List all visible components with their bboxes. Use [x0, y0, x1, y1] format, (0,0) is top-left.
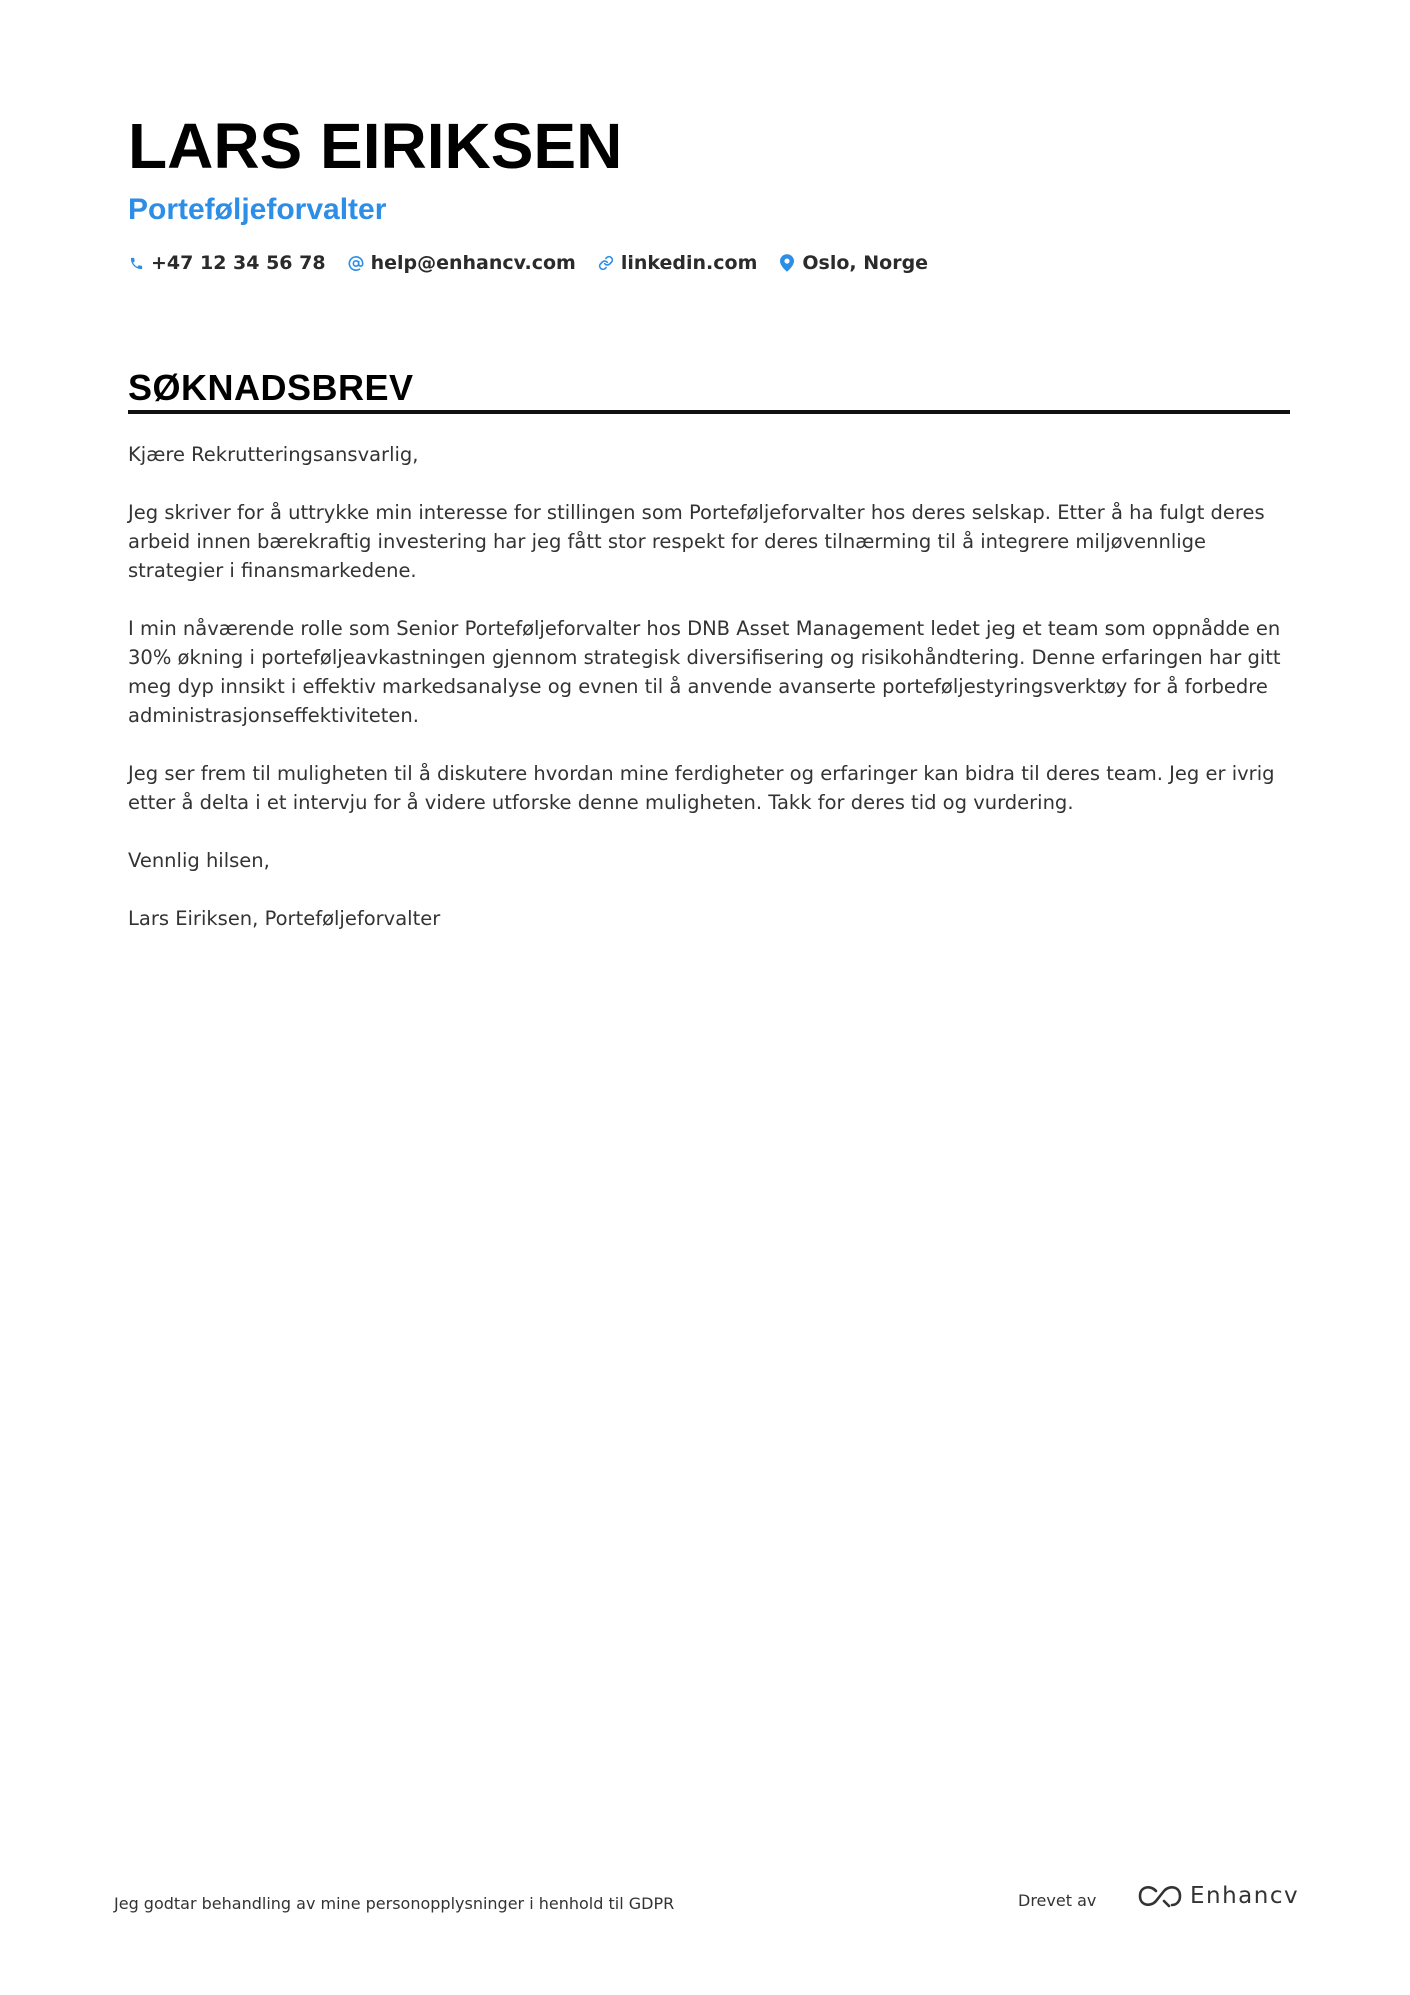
contact-email[interactable] [348, 252, 576, 274]
job-title: Porteføljeforvalter [128, 193, 387, 226]
letter-paragraph: I min nåværende rolle som Senior Porteføljeforvalter hos DNB Asset Management ledet jeg et team som oppnådde en 30% økning i porteføljeavkastningen gjennom strategisk diversifisering og risikohåndtering. Denne erfaringen har gitt meg dyp innsikt i effektiv markedsanalyse og evnen til å anvende avanserte porteføljestyringsverktøy for å forbedre administrasjonseffektiviteten. [128, 617, 1281, 727]
section-divider [128, 410, 1290, 414]
letter-body [128, 440, 1290, 962]
contact-bar [128, 252, 928, 274]
contact-linkedin[interactable] [598, 252, 758, 274]
at-icon [348, 253, 364, 273]
section-heading: SØKNADSBREV [128, 367, 414, 408]
letter-greeting: Kjære Rekrutteringsansvarlig, [128, 443, 419, 466]
contact-phone-text: +47 12 34 56 78 [151, 252, 326, 274]
contact-location-text: Oslo, Norge [802, 252, 929, 274]
letter-signature: Lars Eiriksen, Porteføljeforvalter [128, 907, 441, 930]
powered-by-label: Drevet av [1018, 1891, 1097, 1910]
location-pin-icon [779, 253, 795, 273]
contact-linkedin-text[interactable]: linkedin.com [620, 252, 758, 274]
contact-phone [128, 252, 326, 274]
enhancv-logo-icon [1136, 1882, 1184, 1910]
letter-paragraph: Jeg skriver for å uttrykke min interesse for stillingen som Porteføljeforvalter hos deres selskap. Etter å ha fulgt deres arbeid innen bærekraftig investering har jeg fått stor respekt for deres tilnærming til å integrere miljøvennlige strategier i finansmarkedene. [128, 501, 1265, 582]
brand-name: Enhancv [1190, 1883, 1300, 1909]
letter-paragraph: Jeg ser frem til muligheten til å diskutere hvordan mine ferdigheter og erfaringer kan bidra til deres team. Jeg er ivrig etter å delta i et intervju for å videre utforske denne muligheten. Takk for deres tid og vurdering. [128, 762, 1275, 814]
brand-link[interactable] [1136, 1882, 1299, 1910]
contact-email-text[interactable]: help@enhancv.com [370, 252, 576, 274]
gdpr-consent-note: Jeg godtar behandling av mine personopplysninger i henhold til GDPR [114, 1894, 675, 1913]
link-icon [598, 253, 614, 273]
contact-location [779, 252, 928, 274]
phone-icon [128, 253, 144, 273]
candidate-name: LARS EIRIKSEN [128, 110, 623, 182]
letter-closing: Vennlig hilsen, [128, 849, 270, 872]
